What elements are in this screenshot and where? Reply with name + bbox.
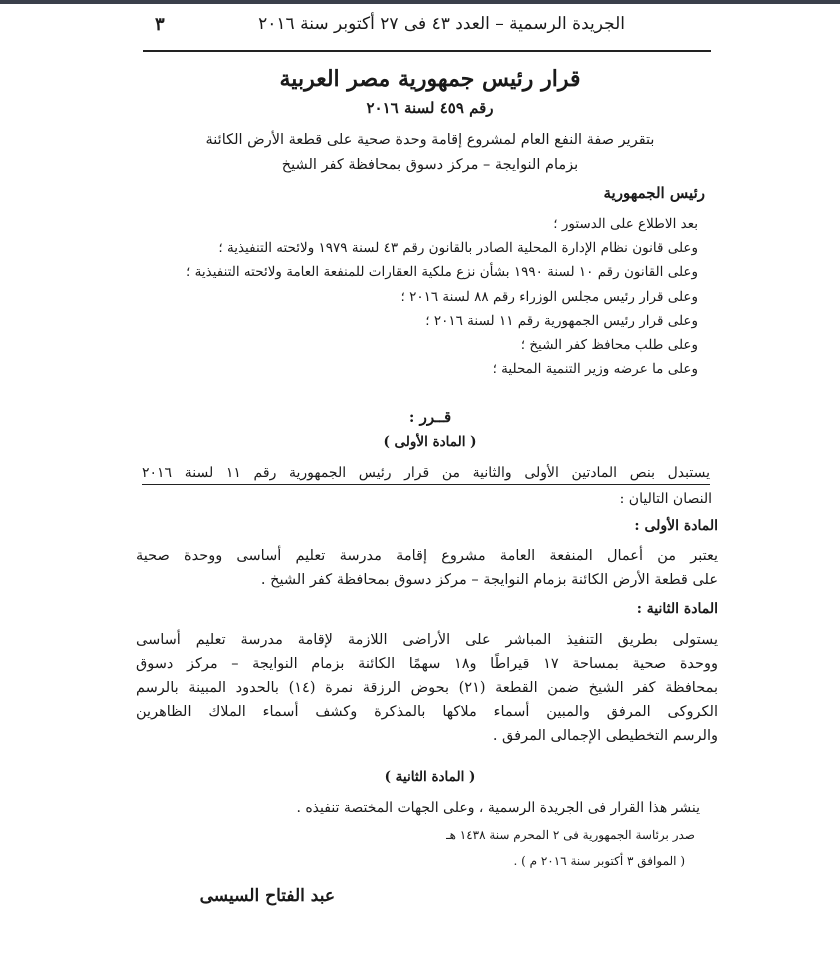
subject-line: بتقرير صفة النفع العام لمشروع إقامة وحدة صحية على قطعة الأرض الكائنة	[205, 132, 655, 148]
inner-article-2-text	[136, 628, 718, 748]
preamble-item: وعلى ما عرضه وزير التنمية المحلية ؛	[492, 361, 698, 378]
text-line: على قطعة الأرض الكائنة بزمام النوايجة – مركز دسوق بمحافظة كفر الشيخ .	[260, 572, 718, 588]
decree-subject	[140, 128, 720, 178]
inner-article-1-heading: المادة الأولى :	[634, 518, 718, 534]
preamble-item: وعلى القانون رقم ١٠ لسنة ١٩٩٠ بشأن نزع ملكية العقارات للمنفعة العامة ولائحته التنفيذية ؛	[186, 264, 698, 281]
article-1-heading: ( المادة الأولى )	[383, 434, 477, 450]
text-line: يعتبر من أعمال المنفعة العامة مشروع إقامة مدرسة تعليم أساسى ووحدة صحية	[136, 548, 718, 564]
preamble-item: وعلى قانون نظام الإدارة المحلية الصادر بالقانون رقم ٤٣ لسنة ١٩٧٩ ولائحته التنفيذية ؛	[218, 240, 698, 257]
gazette-header-title: الجريدة الرسمية – العدد ٤٣ فى ٢٧ أكتوبر سنة ٢٠١٦	[258, 14, 625, 34]
decree-number: رقم ٤٥٩ لسنة ٢٠١٦	[366, 99, 494, 117]
subject-line: بزمام النوايجة – مركز دسوق بمحافظة كفر الشيخ	[281, 157, 579, 173]
preamble-item: وعلى قرار رئيس الجمهورية رقم ١١ لسنة ٢٠١٦ ؛	[425, 312, 698, 329]
replacement-line: يستبدل بنص المادتين الأولى والثانية من قرار رئيس الجمهورية رقم ١١ لسنة ٢٠١٦	[142, 462, 710, 485]
text-line: ووحدة صحية بمساحة ١٧ قيراطًا و١٨ سهمًا الكائنة بزمام النوايجة – مركز دسوق	[136, 656, 719, 672]
decision-heading: قــرر :	[408, 408, 452, 426]
text-line: يستولى بطريق التنفيذ المباشر على الأراضى اللازمة لإقامة مدرسة تعليم أساسى	[136, 632, 718, 648]
decree-title: قرار رئيس جمهورية مصر العربية	[279, 66, 581, 92]
president-signature: عبد الفتاح السيسى	[199, 886, 335, 906]
preamble-heading: رئيس الجمهورية	[603, 184, 705, 202]
text-line: الكروكى المرفق والمبين أسماء ملاكها بالمذكرة وكشف أسماء الملاك الظاهرين	[136, 704, 718, 720]
text-line: بمحافظة كفر الشيخ ضمن القطعة (٢١) بحوض الرزقة نمرة (١٤) بالحدود المبينة بالرسم	[136, 680, 719, 696]
issued-date-gregorian: ( الموافق ٣ أكتوبر سنة ٢٠١٦ م ) .	[513, 854, 685, 868]
page-header	[145, 14, 625, 38]
issued-date-hijri: صدر برئاسة الجمهورية فى ٢ المحرم سنة ١٤٣٨ هـ	[446, 828, 695, 842]
inner-article-1-text	[136, 544, 718, 592]
replacement-continuation: النصان التاليان :	[619, 491, 712, 507]
inner-article-2-heading: المادة الثانية :	[636, 601, 718, 617]
publication-clause: ينشر هذا القرار فى الجريدة الرسمية ، وعلى الجهات المختصة تنفيذه .	[296, 800, 700, 816]
page-number: ٣	[155, 14, 165, 35]
preamble-item: وعلى قرار رئيس مجلس الوزراء رقم ٨٨ لسنة ٢٠١٦ ؛	[400, 288, 698, 305]
preamble-list	[138, 212, 698, 381]
text-line: والرسم التخطيطى الإجمالى المرفق .	[492, 728, 718, 744]
header-rule	[143, 50, 711, 52]
article-2-heading: ( المادة الثانية )	[384, 769, 476, 785]
gazette-page	[0, 4, 840, 960]
preamble-item: بعد الاطلاع على الدستور ؛	[553, 216, 698, 232]
preamble-item: وعلى طلب محافظ كفر الشيخ ؛	[520, 337, 698, 354]
